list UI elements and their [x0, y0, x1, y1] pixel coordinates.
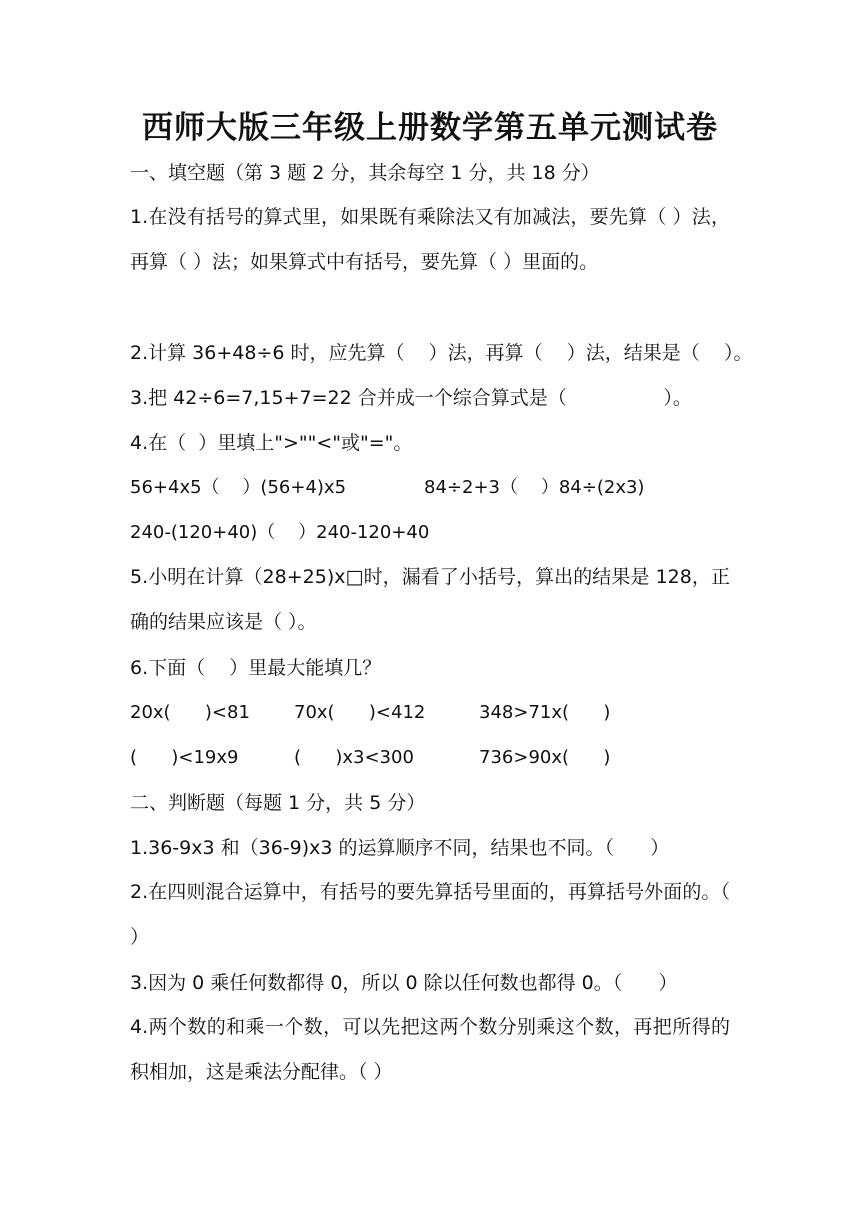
- judge-question-1: 1.36-9x3 和（36-9)x3 的运算顺序不同，结果也不同。（ ）: [130, 837, 670, 859]
- fill-question-2: 2.计算 36+48÷6 时，应先算（ ）法，再算（ ）法，结果是（ ）。: [130, 342, 753, 364]
- max-fill-item: 736>90x( ): [479, 747, 611, 768]
- fill-question-4: 4.在（ ）里填上">""<"或"="。: [130, 432, 413, 454]
- fill-question-3: 3.把 42÷6=7,15+7=22 合并成一个综合算式是（ ）。: [130, 387, 692, 409]
- fill-question-5: 5.小明在计算（28+25)x□时，漏看了小括号，算出的结果是 128，正确的结果应该是（ ）。: [130, 566, 730, 633]
- section2-heading: 二、判断题（每题 1 分，共 5 分）: [130, 792, 426, 814]
- section1-heading: 一、填空题（第 3 题 2 分，其余每空 1 分，共 18 分）: [130, 162, 600, 184]
- fill-question-1: 1.在没有括号的算式里，如果既有乘除法又有加减法，要先算（ ）法，再算（ ）法；如果算式中有括号，要先算（ ）里面的。: [130, 206, 730, 273]
- fill-question-6: 6.下面（ ）里最大能填几？: [130, 657, 382, 679]
- judge-question-4: 4.两个数的和乘一个数，可以先把这两个数分别乘这个数，再把所得的积相加，这是乘法分配律。（ ）: [130, 1016, 730, 1083]
- max-fill-item: 348>71x( ): [479, 702, 611, 723]
- judge-question-2: 2.在四则混合运算中，有括号的要先算括号里面的，再算括号外面的。（ ）: [130, 881, 730, 948]
- compare-row-2: [130, 518, 750, 548]
- max-fill-item: 70x( )<412: [294, 702, 426, 723]
- max-fill-row-2: [130, 743, 750, 773]
- compare-item: 240-(120+40)（ ）240-120+40: [130, 522, 430, 543]
- compare-row-1: [130, 473, 750, 503]
- compare-item: 84÷2+3（ ）84÷(2x3): [424, 477, 645, 498]
- max-fill-item: ( )<19x9: [130, 747, 239, 768]
- page-title: 西师大版三年级上册数学第五单元测试卷: [142, 110, 718, 146]
- max-fill-row-1: [130, 698, 750, 728]
- max-fill-item: ( )x3<300: [294, 747, 414, 768]
- max-fill-item: 20x( )<81: [130, 702, 250, 723]
- judge-question-3: 3.因为 0 乘任何数都得 0，所以 0 除以任何数也都得 0。（ ）: [130, 972, 678, 994]
- compare-item: 56+4x5（ ）(56+4)x5: [130, 477, 347, 498]
